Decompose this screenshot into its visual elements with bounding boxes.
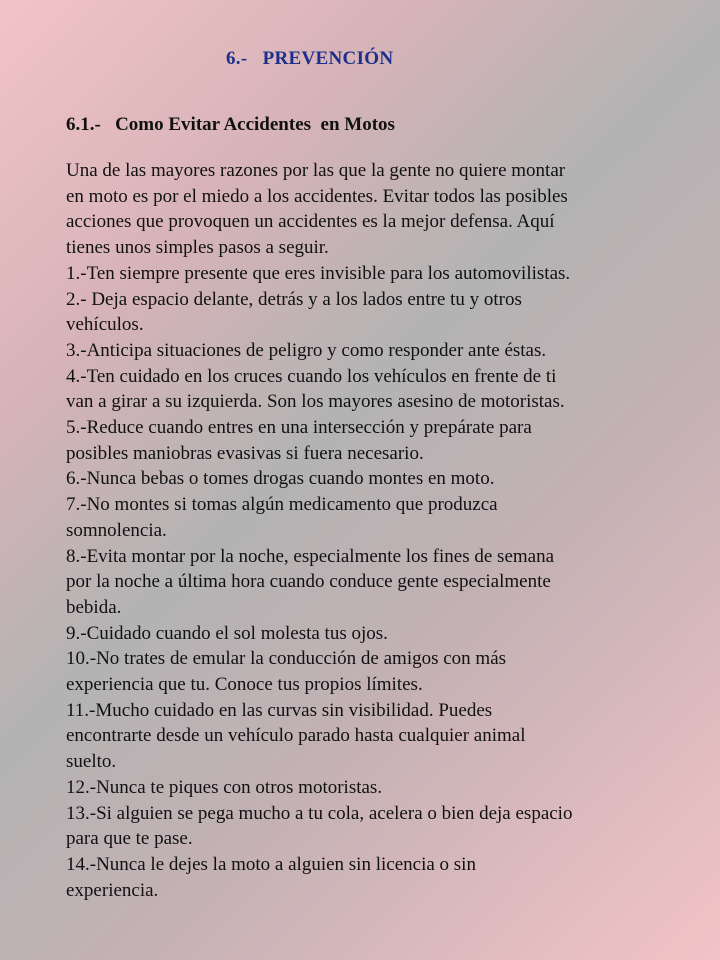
list-item-10-cont: experiencia que tu. Conoce tus propios límites. xyxy=(66,674,423,696)
list-item-13-cont: para que te pase. xyxy=(66,828,193,850)
list-item-8-cont: bebida. xyxy=(66,596,122,618)
list-item-2: 2.- Deja espacio delante, detrás y a los lados entre tu y otros xyxy=(66,288,522,310)
list-item-9: 9.-Cuidado cuando el sol molesta tus ojos. xyxy=(66,622,388,644)
list-item-2-cont: vehículos. xyxy=(66,314,144,336)
list-item-1: 1.-Ten siempre presente que eres invisible para los automovilistas. xyxy=(66,262,571,284)
text-line: Una de las mayores razones por las que la gente no quiere montar xyxy=(66,160,566,181)
list-item-13: 13.-Si alguien se pega mucho a tu cola, acelera o bien deja espacio xyxy=(66,802,573,824)
list-item-11-cont: encontrarte desde un vehículo parado hasta cualquier animal xyxy=(66,725,526,747)
list-item-12: 12.-Nunca te piques con otros motoristas. xyxy=(66,776,383,798)
list-item-8: 8.-Evita montar por la noche, especialmente los fines de semana xyxy=(66,545,555,567)
list-item-8-cont: por la noche a última hora cuando conduce gente especialmente xyxy=(66,571,551,593)
body-text xyxy=(66,158,666,903)
list-item-7: 7.-No montes si tomas algún medicamento que produzca xyxy=(66,494,498,516)
list-item-5: 5.-Reduce cuando entres en una intersección y prepárate para xyxy=(66,417,532,439)
list-item-6: 6.-Nunca bebas o tomes drogas cuando montes en moto. xyxy=(66,468,495,490)
list-item-14-cont: experiencia. xyxy=(66,879,159,901)
text-line: tienes unos simples pasos a seguir. xyxy=(66,237,329,259)
list-item-14: 14.-Nunca le dejes la moto a alguien sin licencia o sin xyxy=(66,853,476,875)
text-line: acciones que provoquen un accidentes es la mejor defensa. Aquí xyxy=(66,211,555,233)
list-item-4: 4.-Ten cuidado en los cruces cuando los vehículos en frente de ti xyxy=(66,365,557,387)
list-item-11: 11.-Mucho cuidado en las curvas sin visibilidad. Puedes xyxy=(66,699,493,721)
section-title: 6.- PREVENCIÓN xyxy=(226,48,394,69)
list-item-10: 10.-No trates de emular la conducción de amigos con más xyxy=(66,648,507,670)
list-item-4-cont: van a girar a su izquierda. Son los mayores asesino de motoristas. xyxy=(66,391,565,413)
list-item-3: 3.-Anticipa situaciones de peligro y como responder ante éstas. xyxy=(66,339,547,361)
list-item-5-cont: posibles maniobras evasivas si fuera necesario. xyxy=(66,442,424,464)
list-item-7-cont: somnolencia. xyxy=(66,519,167,541)
list-item-11-cont: suelto. xyxy=(66,751,117,773)
text-line: en moto es por el miedo a los accidentes. Evitar todos las posibles xyxy=(66,185,568,207)
subsection-title: 6.1.- Como Evitar Accidentes en Motos xyxy=(66,114,395,135)
